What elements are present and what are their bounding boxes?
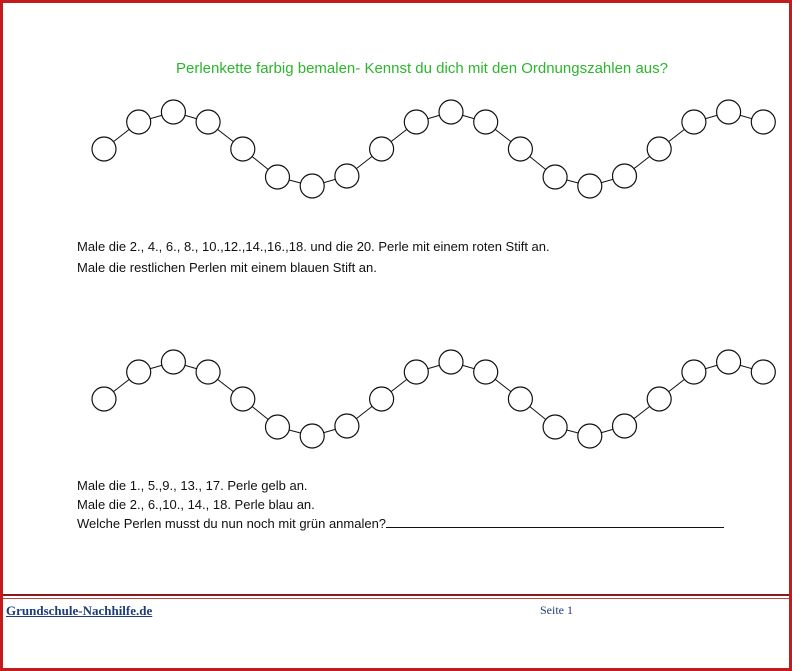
bead-17[interactable] bbox=[647, 137, 671, 161]
bead-16[interactable] bbox=[613, 414, 637, 438]
task2-line1: Male die 1., 5.,9., 13., 17. Perle gelb an. bbox=[77, 478, 308, 493]
footer-site-link[interactable]: Grundschule-Nachhilfe.de bbox=[6, 603, 153, 618]
bead-17[interactable] bbox=[647, 387, 671, 411]
bead-10[interactable] bbox=[404, 110, 428, 134]
bead-3[interactable] bbox=[161, 350, 185, 374]
bead-chain-1 bbox=[0, 90, 792, 210]
bead-7[interactable] bbox=[300, 174, 324, 198]
footer-divider-thin bbox=[3, 598, 789, 599]
bead-8[interactable] bbox=[335, 164, 359, 188]
bead-18[interactable] bbox=[682, 360, 706, 384]
bead-6[interactable] bbox=[266, 165, 290, 189]
bead-19[interactable] bbox=[717, 350, 741, 374]
bead-20[interactable] bbox=[751, 110, 775, 134]
footer-divider bbox=[3, 594, 789, 596]
bead-14[interactable] bbox=[543, 415, 567, 439]
bead-8[interactable] bbox=[335, 414, 359, 438]
task2-line2: Male die 2., 6.,10., 14., 18. Perle blau an. bbox=[77, 497, 315, 512]
bead-1[interactable] bbox=[92, 137, 116, 161]
bead-3[interactable] bbox=[161, 100, 185, 124]
bead-13[interactable] bbox=[508, 137, 532, 161]
bead-6[interactable] bbox=[266, 415, 290, 439]
bead-13[interactable] bbox=[508, 387, 532, 411]
task2-line3 bbox=[77, 515, 724, 533]
bead-10[interactable] bbox=[404, 360, 428, 384]
bead-20[interactable] bbox=[751, 360, 775, 384]
bead-14[interactable] bbox=[543, 165, 567, 189]
bead-15[interactable] bbox=[578, 424, 602, 448]
bead-7[interactable] bbox=[300, 424, 324, 448]
bead-9[interactable] bbox=[370, 387, 394, 411]
bead-2[interactable] bbox=[127, 360, 151, 384]
bead-chain-2 bbox=[0, 340, 792, 460]
footer-page-number: Seite 1 bbox=[540, 603, 573, 617]
bead-1[interactable] bbox=[92, 387, 116, 411]
bead-11[interactable] bbox=[439, 350, 463, 374]
bead-2[interactable] bbox=[127, 110, 151, 134]
bead-19[interactable] bbox=[717, 100, 741, 124]
bead-15[interactable] bbox=[578, 174, 602, 198]
task1-line1: Male die 2., 4., 6., 8., 10.,12.,14.,16.,18. und die 20. Perle mit einem roten Stift an. bbox=[77, 239, 550, 254]
bead-11[interactable] bbox=[439, 100, 463, 124]
bead-5[interactable] bbox=[231, 387, 255, 411]
bead-5[interactable] bbox=[231, 137, 255, 161]
worksheet-title: Perlenkette farbig bemalen- Kennst du dich mit den Ordnungszahlen aus? bbox=[176, 60, 668, 77]
task2-question: Welche Perlen musst du nun noch mit grün anmalen? bbox=[77, 516, 387, 531]
bead-4[interactable] bbox=[196, 110, 220, 134]
task1-line2: Male die restlichen Perlen mit einem blauen Stift an. bbox=[77, 260, 377, 275]
bead-4[interactable] bbox=[196, 360, 220, 384]
answer-blank-line[interactable] bbox=[386, 515, 724, 528]
bead-12[interactable] bbox=[474, 110, 498, 134]
bead-12[interactable] bbox=[474, 360, 498, 384]
bead-16[interactable] bbox=[613, 164, 637, 188]
bead-18[interactable] bbox=[682, 110, 706, 134]
bead-9[interactable] bbox=[370, 137, 394, 161]
